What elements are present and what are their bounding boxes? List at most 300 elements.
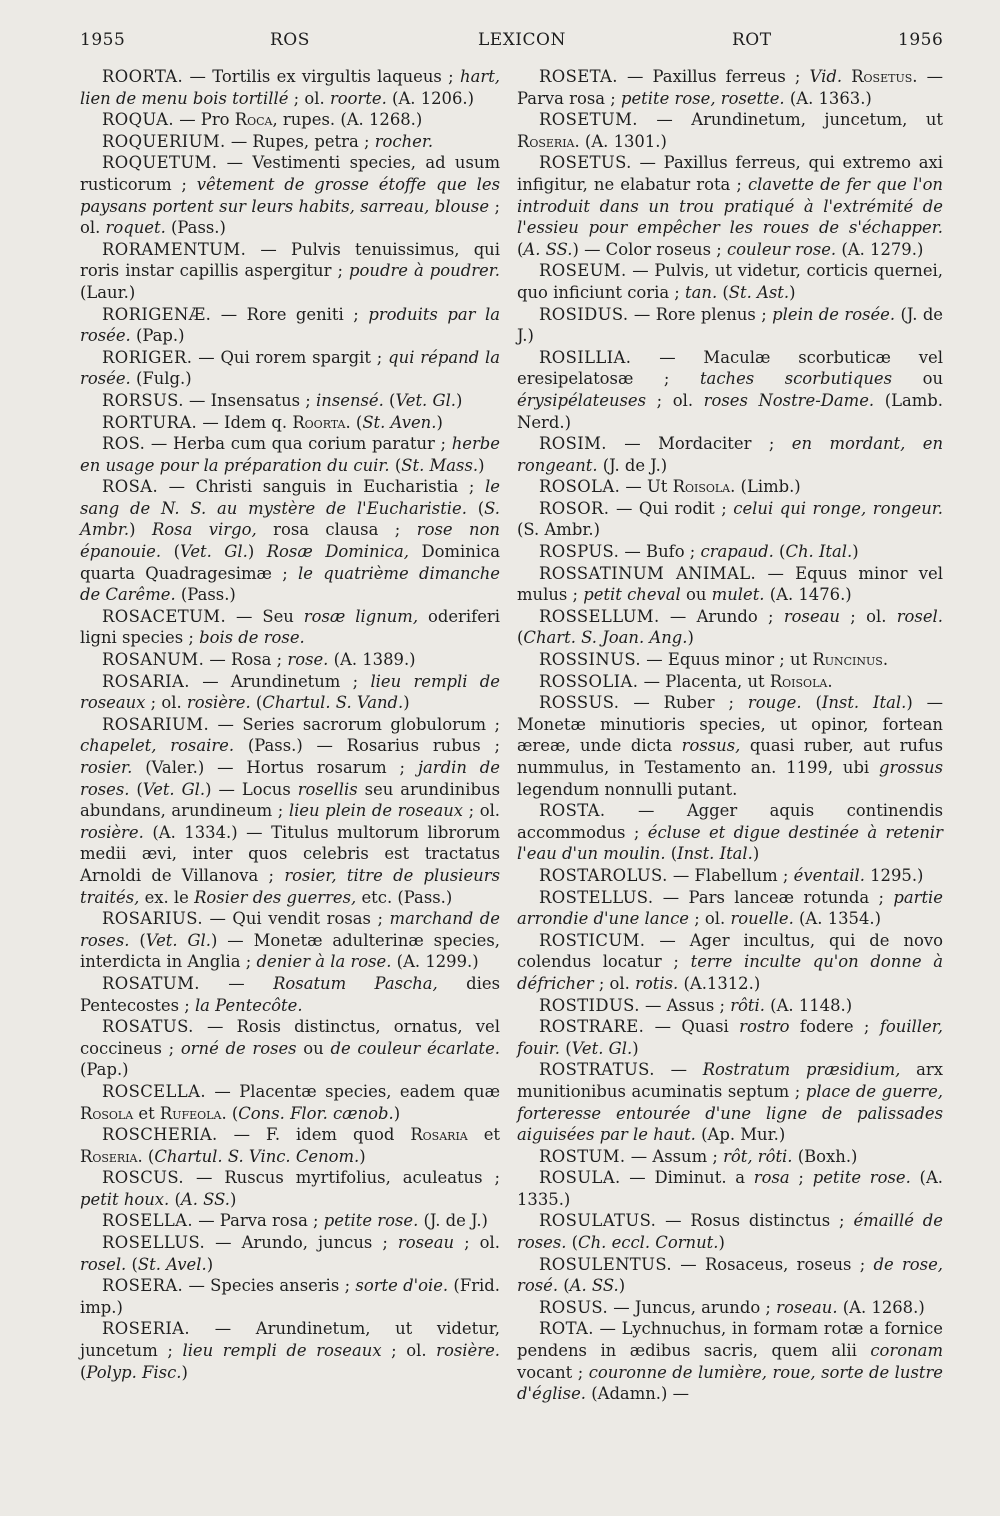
dictionary-entry: [517, 304, 943, 347]
entry-headword: ROSCUS.: [102, 1168, 185, 1188]
entry-italic-text: roses Nostre-Dame.: [703, 390, 875, 410]
entry-italic-text: rotis.: [635, 973, 679, 993]
entry-text: — Mordaciter ;: [606, 434, 792, 454]
entry-italic-text: lieu rempli de roseaux: [182, 1341, 382, 1361]
entry-cross-reference: Rosetus: [851, 67, 913, 86]
running-head-right: ROT: [732, 30, 772, 50]
entry-italic-text: le sang de N. S. au mystère de l'Eucharistie.: [80, 477, 500, 518]
entry-text: — Placenta, ut: [638, 671, 770, 691]
entry-text: — Lychnuchus, in formam rotæ a fornice pendens in ædibus sacris, quem alii: [517, 1319, 943, 1361]
entry-italic-text: herbe en usage pour la préparation du cuir.: [80, 434, 500, 475]
entry-italic-text: jardin de roses.: [80, 758, 501, 799]
entry-text: (: [801, 693, 822, 713]
dictionary-entry: [517, 865, 943, 887]
entry-text: — Assus ;: [639, 995, 731, 1015]
entry-text: ): [181, 1362, 188, 1382]
entry-text: .: [882, 650, 889, 670]
dictionary-entry: [517, 260, 943, 303]
entry-headword: ROSSATINUM ANIMAL.: [539, 563, 757, 583]
entry-text: ; ol.: [80, 196, 500, 238]
dictionary-entry: [80, 304, 500, 347]
entry-text: . (: [221, 1103, 239, 1123]
dictionary-entry: [80, 973, 500, 1016]
dictionary-entry: [517, 433, 943, 476]
entry-text: Dominica quarta Quadragesimæ ;: [80, 542, 501, 583]
entry-headword: ROSTRATUS.: [539, 1060, 655, 1080]
entry-italic-text: émaillé de roses.: [517, 1211, 943, 1253]
entry-headword: ROSTRARE.: [539, 1017, 645, 1037]
entry-headword: ROSUS.: [539, 1297, 609, 1317]
entry-text: seu arundinibus abundans, arundineum ;: [80, 779, 500, 821]
dictionary-entry: [80, 1167, 500, 1210]
entry-text: — Arundinetum ;: [189, 671, 371, 691]
page-number-right: 1956: [898, 30, 944, 50]
entry-italic-text: le quatrième dimanche de Carême.: [80, 563, 500, 605]
entry-cross-reference: Rosaria: [410, 1125, 468, 1145]
entry-headword: ROSOLA.: [539, 477, 621, 497]
dictionary-entry: [80, 1081, 500, 1124]
entry-text: — Seu: [226, 606, 304, 626]
dictionary-entry: [517, 995, 943, 1017]
entry-text: .: [827, 671, 833, 691]
entry-italic-text: crapaud.: [700, 542, 774, 562]
entry-cross-reference: Rosola: [80, 1103, 134, 1123]
entry-text: ) — Monetæ adulterinæ species, interdicta in Anglia ;: [80, 930, 501, 972]
entry-text: ; ol.: [646, 390, 704, 410]
entry-text: (Fulg.): [130, 369, 192, 389]
entry-text: (A. 1335.): [517, 1168, 944, 1209]
entry-italic-text: chapelet, rosaire.: [80, 736, 235, 756]
entry-text: ): [359, 1146, 366, 1166]
entry-text: ex. le: [139, 887, 195, 907]
right-column: [517, 66, 943, 1405]
entry-headword: ROSCELLA.: [102, 1081, 206, 1101]
entry-italic-text: Vet. Gl.: [571, 1038, 633, 1058]
dictionary-entry: [80, 649, 500, 671]
entry-text: etc. (Pass.): [356, 887, 453, 907]
entry-text: — Idem q.: [197, 412, 293, 432]
entry-text: — Ruber ;: [619, 693, 748, 713]
entry-cross-reference: Roseria: [517, 131, 575, 151]
entry-italic-text: couleur rose.: [726, 239, 837, 259]
entry-text: — Bufo ;: [619, 542, 701, 562]
dictionary-entry: [80, 606, 500, 649]
entry-italic-text: tan.: [685, 282, 718, 302]
entry-italic-text: St. Mass.: [401, 455, 479, 475]
entry-italic-text: bois de rose.: [199, 628, 305, 648]
entry-text: (Laur.): [80, 282, 136, 302]
entry-headword: ROSETUS.: [539, 153, 632, 173]
entry-text: — Herba cum qua corium paratur ;: [145, 434, 452, 454]
entry-text: (: [169, 1189, 181, 1209]
running-head-left: ROS: [270, 30, 310, 50]
entry-text: — Juncus, arundo ;: [608, 1297, 777, 1317]
entry-text: ): [632, 1038, 639, 1058]
entry-headword: ROSTELLUS.: [539, 887, 654, 907]
entry-text: . (Limb.): [730, 477, 801, 497]
entry-italic-text: Rosa virgo,: [151, 520, 257, 540]
entry-text: —: [654, 1060, 703, 1080]
entry-italic-text: en mordant, en rongeant.: [517, 434, 943, 475]
entry-text: — Pulvis tenuissimus, qui roris instar capillis aspergitur ;: [80, 239, 500, 281]
entry-italic-text: petite rose, rosette.: [620, 88, 785, 108]
dictionary-entry: [517, 930, 943, 995]
entry-text: — Rosis distinctus, ornatus, vel coccineus ;: [80, 1017, 500, 1058]
entry-headword: ROS.: [102, 434, 146, 454]
entry-text: ) — Monetæ minutioris species, ut opinor, fortean æreæ, unde dicta: [517, 693, 944, 756]
entry-italic-text: roquet.: [105, 218, 166, 238]
entry-italic-text: denier à la rose.: [256, 952, 392, 972]
entry-text: (Frid. imp.): [80, 1276, 500, 1317]
entry-italic-text: Vid.: [809, 67, 843, 86]
entry-text: rosa clausa ;: [256, 520, 417, 540]
entry-italic-text: roseau: [397, 1233, 455, 1253]
entry-italic-text: rosière.: [80, 822, 144, 842]
entry-text: (Pap.): [80, 1060, 129, 1080]
entry-headword: ROSPUS.: [539, 542, 620, 562]
entry-text: (: [389, 455, 402, 475]
entry-headword: ROSSINUS.: [539, 650, 642, 670]
entry-text: ) — Color roseus ;: [572, 239, 727, 259]
entry-cross-reference: Roisola: [769, 671, 828, 691]
entry-text: ; ol.: [381, 1341, 437, 1361]
dictionary-entry: [517, 498, 943, 541]
entry-italic-text: coronam: [870, 1341, 943, 1361]
dictionary-entry: [517, 1318, 943, 1404]
entry-text: . (A. 1301.): [574, 131, 667, 151]
entry-text: (J. de J.): [418, 1211, 488, 1231]
entry-italic-text: qui répand la rosée.: [80, 347, 500, 389]
entry-italic-text: partie arrondie d'une lance: [517, 887, 943, 929]
entry-italic-text: rosel.: [896, 606, 943, 626]
entry-italic-text: rose non épanouie.: [80, 520, 500, 562]
entry-italic-text: Ch. Ital.: [785, 542, 853, 562]
entry-text: — Equus minor ; ut: [641, 650, 813, 670]
entry-italic-text: rouelle.: [730, 909, 794, 929]
entry-text: — Insensatus ;: [183, 390, 317, 410]
entry-headword: ROSELLUS.: [102, 1233, 206, 1253]
entry-text: (: [466, 498, 485, 518]
entry-italic-text: A. SS.: [569, 1276, 619, 1296]
entry-text: — Arundo ;: [659, 606, 784, 626]
page-number-left: 1955: [80, 30, 126, 50]
dictionary-entry: [80, 347, 500, 390]
dictionary-entry: [80, 433, 500, 476]
entry-text: ): [789, 282, 796, 302]
entry-headword: ROSARIA.: [102, 671, 190, 691]
entry-text: (: [129, 779, 143, 799]
entry-text: ; ol.: [288, 88, 330, 108]
entry-italic-text: St. Aven.: [362, 412, 437, 432]
entry-text: . — Parva rosa ;: [517, 67, 943, 108]
entry-text: — Tortilis ex virgultis laqueus ;: [183, 67, 461, 86]
entry-text: , rupes. (A. 1268.): [272, 110, 423, 130]
entry-text: — Pars lanceæ rotunda ;: [653, 887, 894, 907]
entry-text: (: [717, 282, 729, 302]
entry-text: ): [752, 844, 760, 864]
dictionary-entry: [517, 1146, 943, 1168]
entry-text: (A. 1476.): [764, 585, 852, 605]
entry-text: — Rupes, petra ;: [225, 131, 375, 151]
entry-italic-text: insensé.: [316, 390, 384, 410]
entry-text: (Pap.): [130, 326, 185, 346]
entry-italic-text: éventail.: [793, 865, 865, 885]
entry-text: . (: [137, 1146, 155, 1166]
entry-text: (Adamn.) —: [586, 1384, 690, 1404]
entry-italic-text: rôt, rôti.: [723, 1146, 793, 1166]
entry-italic-text: rostro: [739, 1017, 790, 1037]
entry-italic-text: St. Avel.: [137, 1254, 207, 1274]
entry-italic-text: roseau.: [776, 1297, 838, 1317]
entry-headword: ROSANUM.: [102, 650, 205, 670]
entry-headword: ROSULA.: [539, 1168, 621, 1188]
entry-text: (: [126, 1254, 138, 1274]
entry-headword: ROSTUM.: [539, 1146, 626, 1166]
entry-text: ): [393, 1103, 401, 1123]
dictionary-entry: [80, 131, 500, 153]
entry-text: (Boxh.): [792, 1146, 858, 1166]
entry-italic-text: rosière.: [186, 693, 251, 713]
entry-italic-text: A. SS.: [180, 1189, 230, 1209]
entry-italic-text: érysipélateuses: [517, 390, 647, 410]
entry-italic-text: clavette de fer que l'on introduit dans un trou pratiqué à l'extrémité de l'essieu pour empêcher les roues de s'échapper.: [517, 174, 943, 238]
dictionary-entry: [517, 1210, 943, 1253]
entry-italic-text: place de guerre, forteresse entourée d'une ligne de palissades aiguisées par le haut.: [517, 1081, 943, 1145]
entry-italic-text: roseau: [783, 606, 840, 626]
entry-text: (: [165, 218, 178, 238]
entry-text: — Qui rorem spargit ;: [192, 347, 389, 367]
entry-text: (Pass.) — Rosarius rubus ;: [234, 736, 500, 756]
entry-text: — Paxillus ferreus ;: [617, 67, 810, 86]
entry-text: — Rore geniti ;: [211, 304, 369, 324]
entry-italic-text: grossus: [879, 758, 943, 777]
entry-text: (J. de J.): [517, 304, 944, 346]
entry-text: (Ap. Mur.): [695, 1125, 786, 1145]
entry-text: (: [566, 1233, 579, 1253]
entry-text: ; ol.: [454, 1233, 500, 1253]
entry-text: ): [436, 412, 443, 432]
entry-headword: RORSUS.: [102, 390, 184, 410]
entry-text: (S. Ambr.): [517, 520, 600, 540]
entry-headword: RORAMENTUM.: [102, 239, 247, 259]
entry-text: — Ruscus myrtifolius, aculeatus ;: [184, 1168, 500, 1188]
dictionary-entry: [80, 152, 500, 238]
entry-text: legendum nonnulli putant.: [517, 779, 738, 799]
entry-italic-text: Vet. Gl.: [395, 390, 457, 410]
entry-headword: ROSEUM.: [539, 261, 627, 281]
entry-italic-text: vêtement de grosse étoffe que les paysans portent sur leurs habits, sarreau, blouse: [80, 174, 500, 216]
entry-italic-text: petite rose.: [812, 1168, 911, 1188]
entry-text: ): [206, 1254, 214, 1274]
entry-headword: ROSULATUS.: [539, 1211, 657, 1231]
entry-headword: ROORTA.: [102, 67, 184, 86]
dictionary-entry: [80, 908, 500, 973]
entry-text: ): [129, 520, 152, 540]
entry-italic-text: Rosier des guerres,: [194, 887, 357, 907]
entry-text: ; ol.: [463, 801, 501, 821]
entry-text: — F. idem quod: [217, 1125, 411, 1145]
entry-italic-text: taches scorbutiques: [699, 369, 893, 389]
entry-text: — Arundinetum, juncetum, ut: [637, 110, 943, 130]
entry-text: — Agger aquis continendis accommodus ;: [517, 801, 943, 842]
entry-italic-text: Vet. Gl.: [145, 930, 212, 950]
entry-text: ): [618, 1276, 626, 1296]
entry-italic-text: Rosatum Pascha,: [273, 973, 438, 993]
dictionary-entry: [80, 66, 500, 109]
entry-text: — Parva rosa ;: [193, 1211, 324, 1231]
entry-text: ): [718, 1233, 725, 1253]
entry-text: — Rore plenus ;: [628, 304, 773, 324]
dictionary-entry: [80, 1210, 500, 1232]
entry-text: (A. 1334.) — Titulus multorum librorum medii ævi, inter quos celebris est tractatus Arnoldi de Villanova ;: [80, 822, 500, 885]
entry-text: —: [199, 973, 274, 993]
entry-text: ): [852, 542, 859, 562]
entry-italic-text: Rosæ Dominica,: [266, 542, 409, 562]
dictionary-entry: [517, 152, 943, 260]
left-column: [80, 66, 500, 1383]
entry-text: (A. 1268.): [837, 1297, 925, 1317]
dictionary-entry: [517, 347, 943, 433]
entry-text: (: [161, 542, 180, 562]
entry-italic-text: Inst. Ital.: [677, 844, 753, 864]
entry-text: — Christi sanguis in Eucharistia ;: [158, 477, 486, 497]
entry-text: (Pass.): [175, 585, 236, 605]
entry-cross-reference: Roorta: [292, 412, 346, 432]
entry-italic-text: hart, lien de menu bois tortillé: [80, 67, 500, 108]
dictionary-entry: [517, 606, 943, 649]
entry-text: (: [558, 1276, 570, 1296]
entry-cross-reference: Runcinus: [812, 650, 883, 670]
entry-text: — Pro: [173, 110, 235, 130]
entry-italic-text: S. Ambr.: [80, 498, 501, 540]
entry-text: dies Pentecostes ;: [80, 973, 500, 1015]
entry-text: — Species anseris ;: [183, 1276, 356, 1296]
dictionary-entry: [517, 476, 943, 498]
entry-italic-text: St. Ast.: [728, 282, 790, 302]
entry-headword: ROSIM.: [539, 434, 607, 454]
entry-text: — Rosus distinctus ;: [656, 1211, 854, 1231]
running-head-center: LEXICON: [478, 30, 566, 50]
entry-italic-text: roorte.: [329, 88, 387, 108]
entry-text: — Maculæ scorbuticæ vel eresipelatosæ ;: [517, 347, 943, 389]
entry-text: — Arundo, juncus ;: [205, 1233, 398, 1253]
entry-italic-text: mulet.: [711, 585, 765, 605]
dictionary-entry: [517, 1016, 943, 1059]
entry-text: ): [478, 455, 485, 475]
entry-italic-text: celui qui ronge, rongeur.: [733, 498, 943, 518]
entry-headword: ROSETA.: [539, 67, 618, 86]
entry-italic-text: rosier, titre de plusieurs traités,: [80, 865, 500, 907]
entry-italic-text: Cons. Flor. cænob.: [238, 1103, 394, 1123]
entry-text: ; ol.: [145, 693, 187, 713]
entry-headword: ROQUERIUM.: [102, 131, 226, 151]
entry-headword: ROTA.: [539, 1319, 594, 1339]
dictionary-entry: [80, 1124, 500, 1167]
entry-italic-text: lieu rempli de roseaux: [80, 671, 500, 713]
dictionary-entry: [80, 412, 500, 434]
entry-text: — Vestimenti species, ad usum rusticorum ;: [80, 153, 500, 194]
dictionary-entry: [517, 66, 943, 109]
entry-text: et: [467, 1125, 501, 1145]
entry-italic-text: petit houx.: [80, 1189, 170, 1209]
entry-italic-text: rôti.: [730, 995, 765, 1015]
entry-headword: ROSSOLIA.: [539, 671, 639, 691]
entry-text: ou: [680, 585, 712, 605]
entry-italic-text: terre inculte qu'on donne à défricher: [517, 952, 944, 993]
entry-italic-text: petit cheval: [583, 585, 681, 605]
entry-text: (Valer.) — Hortus rosarum ;: [132, 758, 418, 777]
dictionary-entry: [80, 1275, 500, 1318]
entry-italic-text: Vet. Gl.: [142, 779, 206, 799]
entry-italic-text: rosæ lignum,: [303, 606, 419, 626]
entry-text: (A. 1206.): [386, 88, 475, 108]
entry-text: (Lamb. Nerd.): [517, 390, 943, 432]
entry-text: — Ager incultus, qui de novo colendus locatur ;: [517, 930, 943, 972]
entry-headword: ROSA.: [102, 477, 159, 497]
entry-headword: ROSSELLUM.: [539, 606, 660, 626]
entry-italic-text: écluse et digue destinée à retenir l'eau d'un moulin.: [517, 822, 943, 864]
entry-text: — Rosaceus, roseus ;: [672, 1254, 874, 1274]
entry-italic-text: de couleur écarlate.: [330, 1038, 500, 1058]
dictionary-entry: [80, 714, 500, 908]
entry-italic-text: Inst. Ital.: [821, 693, 907, 713]
entry-italic-text: produits par la rosée.: [80, 304, 500, 346]
entry-text: — Ut: [620, 477, 673, 497]
entry-headword: ROSETUM.: [539, 110, 638, 130]
entry-italic-text: Chartul. S. Vinc. Cenom.: [154, 1146, 360, 1166]
dictionary-entry: [80, 1232, 500, 1275]
entry-italic-text: A. SS.: [523, 239, 573, 259]
entry-italic-text: marchand de roses.: [80, 909, 500, 950]
entry-text: (: [559, 1038, 572, 1058]
entry-text: ): [403, 693, 410, 713]
entry-italic-text: rossus,: [681, 736, 741, 756]
entry-italic-text: poudre à poudrer.: [349, 261, 500, 281]
entry-headword: ROSOR.: [539, 498, 610, 518]
dictionary-entry: [80, 1016, 500, 1081]
entry-italic-text: de rose, rosé.: [517, 1254, 943, 1296]
entry-text: ): [456, 390, 463, 410]
entry-text: — Arundinetum, ut videtur, juncetum ;: [80, 1319, 500, 1361]
entry-italic-text: fouiller, fouir.: [517, 1017, 943, 1058]
dictionary-entry: [517, 887, 943, 930]
dictionary-entry: [517, 1167, 943, 1210]
entry-headword: ROSIDUS.: [539, 304, 629, 324]
dictionary-entry: [517, 800, 943, 865]
entry-italic-text: rosel.: [80, 1254, 127, 1274]
entry-text: — Equus minor vel mulus ;: [517, 563, 943, 605]
entry-headword: ROSTIDUS.: [539, 995, 640, 1015]
entry-headword: ROSTA.: [539, 801, 606, 821]
entry-italic-text: rosa: [753, 1168, 790, 1188]
entry-headword: ROSULENTUS.: [539, 1254, 673, 1274]
entry-italic-text: rose.: [287, 650, 329, 670]
entry-italic-text: couronne de lumière, roue, sorte de lustre d'église.: [517, 1362, 943, 1404]
entry-italic-text: rosier.: [80, 758, 133, 777]
dictionary-entry: [517, 563, 943, 606]
entry-headword: ROSTICUM.: [539, 930, 646, 950]
entry-italic-text: orné de roses: [180, 1038, 297, 1058]
entry-text: (: [383, 390, 396, 410]
entry-text: (J. de J.): [597, 455, 668, 475]
entry-text: (A. 1354.): [793, 909, 882, 929]
entry-text: ; ol.: [688, 909, 731, 929]
entry-text: et: [133, 1103, 160, 1123]
entry-italic-text: rouge.: [747, 693, 802, 713]
entry-headword: ROQUA.: [102, 110, 174, 130]
entry-italic-text: lieu plein de roseaux: [288, 801, 464, 821]
entry-text: ;: [789, 1168, 813, 1188]
